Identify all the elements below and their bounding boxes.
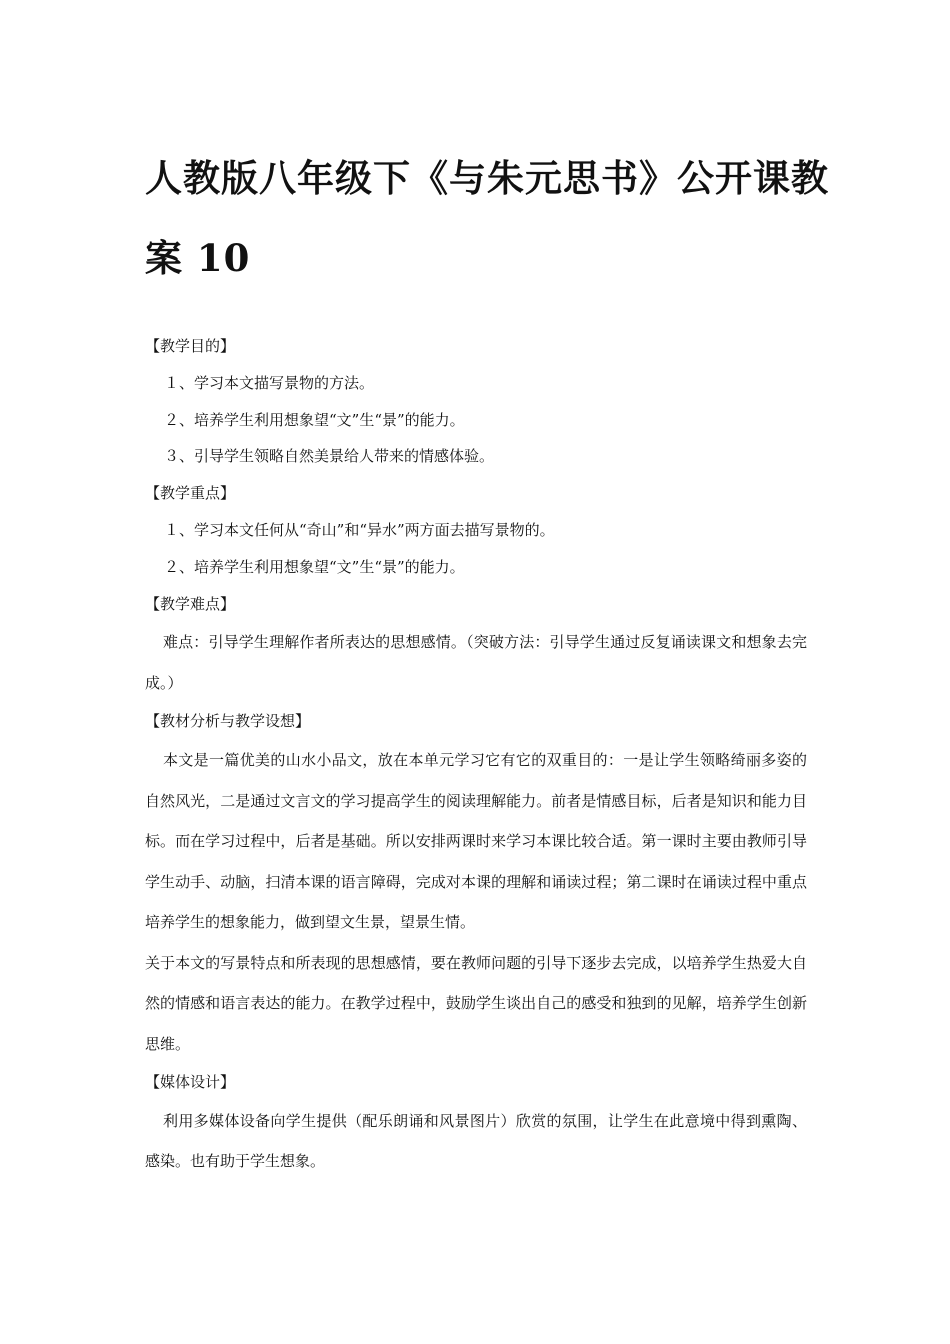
section-heading-difficulties: 【教学难点】 (145, 594, 236, 613)
difficulties-paragraph: 难点：引导学生理解作者所表达的思想感情。（突破方法：引导学生通过反复诵读课文和想象去完成。） (145, 633, 807, 692)
key-point-item: １、学习本文任何从“奇山”和“异水”两方面去描写景物的。 (164, 520, 555, 539)
goal-item: ３、引导学生领略自然美景给人带来的情感体验。 (164, 447, 495, 466)
goal-item: ２、培养学生利用想象望“文”生“景”的能力。 (164, 410, 465, 429)
document-body (145, 328, 807, 1182)
key-point-item: ２、培养学生利用想象望“文”生“景”的能力。 (164, 557, 465, 576)
analysis-paragraph-1: 本文是一篇优美的山水小品文，放在本单元学习它有它的双重目的：一是让学生领略绮丽多姿的自然风光，二是通过文言文的学习提高学生的阅读理解能力。前者是情感目标，后者是知识和能力目标。而在学习过程中，后者是基础。所以安排两课时来学习本课比较合适。第一课时主要由教师引导学生动手、动脑，扫清本课的语言障碍，完成对本课的理解和诵读过程；第二课时在诵读过程中重点培养学生的想象能力，做到望文生景，望景生情。 (145, 751, 807, 932)
section-heading-media: 【媒体设计】 (145, 1073, 236, 1092)
section-heading-goals: 【教学目的】 (145, 337, 236, 355)
analysis-paragraph-2: 关于本文的写景特点和所表现的思想感情，要在教师问题的引导下逐步去完成，以培养学生热爱大自然的情感和语言表达的能力。在教学过程中，鼓励学生谈出自己的感受和独到的见解，培养学生创新思维。 (145, 953, 807, 1053)
goal-item: １、学习本文描写景物的方法。 (164, 373, 375, 392)
section-heading-analysis: 【教材分析与教学设想】 (145, 712, 311, 731)
section-heading-key-points: 【教学重点】 (145, 484, 236, 503)
media-paragraph: 利用多媒体设备向学生提供（配乐朗诵和风景图片）欣赏的氛围，让学生在此意境中得到熏陶、感染。也有助于学生想象。 (145, 1111, 807, 1171)
document-title-line-2: 案 10 (145, 236, 251, 280)
document-title-line-1: 人教版八年级下《与朱元思书》公开课教 (145, 156, 829, 200)
